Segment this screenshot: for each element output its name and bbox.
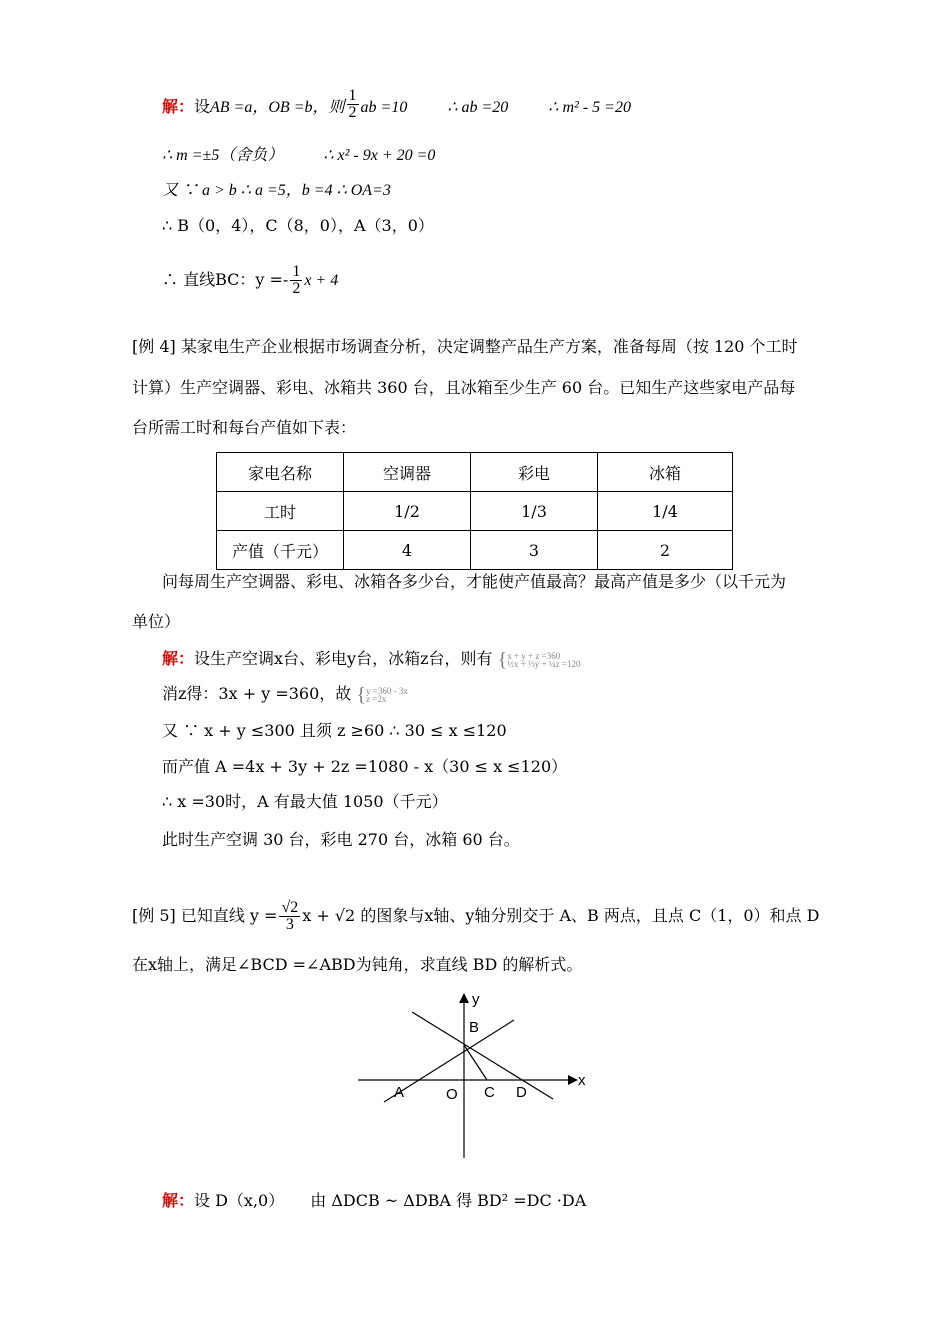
ex4-sol-line1: 解：设生产空调x台、彩电y台，冰箱z台，则有 { x + y + z =360 ½x + ⅓y + ¼z =120 [162,648,581,671]
sol1-line4: ∴ B（0，4），C（8，0），A（3，0） [162,216,434,235]
fraction: $\frac{1}{2}$ [348,87,357,121]
sol1-line1: 解：设AB =a，OB =b，则 $\frac{1}{2}$ ab =10 ∴ ab =20 ∴ m² - 5 =20 [162,87,631,121]
table-cell: 工时 [217,492,344,531]
x-axis-arrow-icon [568,1075,578,1085]
ex4-sol-line4: 而产值 A =4x + 3y + 2z =1080 - x（30 ≤ x ≤120） [162,757,568,776]
table-row [217,492,733,531]
label-y: y [472,991,480,1008]
ex4-sol-line3: 又 ∵ x + y ≤300 且须 z ≥60 ∴ 30 ≤ x ≤120 [162,721,507,740]
table-cell: 4 [344,531,471,570]
y-axis-arrow-icon [459,993,469,1003]
sol1-line2: ∴ m =±5（舍负） ∴ x² - 9x + 20 =0 [162,147,436,164]
table-cell: 2 [598,531,733,570]
label-a: A [394,1084,405,1101]
solution-label: 解： [162,1191,195,1210]
line-ab [384,1020,514,1102]
label-o: O [446,1086,458,1103]
table-cell: 1/3 [471,492,598,531]
ex4-para-line1: [例 4] 某家电生产企业根据市场调查分析，决定调整产品生产方案，准备每周（按 120 个工时 [132,337,798,356]
line-bc [464,1045,487,1080]
label-x: x [578,1072,586,1089]
label-c: C [484,1084,495,1101]
table-cell: 家电名称 [217,453,344,492]
ex4-para-line2: 计算）生产空调器、彩电、冰箱共 360 台，且冰箱至少生产 60 台。已知生产这些家电产品每 [132,378,796,397]
ex4-sol-line6: 此时生产空调 30 台，彩电 270 台，冰箱 60 台。 [162,830,520,849]
sol1-line5: ∴ 直线BC：y =- $\frac{1}{2}$ x + 4 [162,263,339,297]
table-cell: 3 [471,531,598,570]
table-row [217,531,733,570]
ex4-sol-line2: 消z得：3x + y =360，故 { y =360 - 3x z =2x [162,683,408,706]
table-cell: 空调器 [344,453,471,492]
table-cell: 1/2 [344,492,471,531]
appliance-table [216,452,733,570]
table-cell: 1/4 [598,492,733,531]
equation-system: { x + y + z =360 ½x + ⅓y + ¼z =120 [497,648,581,671]
fraction: $\frac{√2}{3}$ [281,899,299,933]
ex5-para-line1: [例 5] 已知直线 y = $\frac{√2}{3}$ x + √2 的图象与x轴、y轴分别交于 A、B 两点，且点 C（1，0）和点 D [132,899,820,933]
equation-system: { y =360 - 3x z =2x [356,683,408,706]
ex5-sol-line: 解：设 D（x,0） 由 ΔDCB ~ ΔDBA 得 BD² =DC ·DA [162,1191,587,1210]
table-cell: 彩电 [471,453,598,492]
fraction: $\frac{1}{2}$ [292,263,301,297]
solution-label: 解： [162,649,195,668]
line-bd [412,1012,553,1099]
table-cell: 冰箱 [598,453,733,492]
table-cell: 产值（千元） [217,531,344,570]
ex4-sol-line5: ∴ x =30时，A 有最大值 1050（千元） [162,792,448,811]
ex4-para-line3: 台所需工时和每台产值如下表： [132,418,357,437]
ex4-question-line1: 问每周生产空调器、彩电、冰箱各多少台，才能使产值最高？最高产值是多少（以千元为 [162,572,787,591]
ex4-question-line2: 单位） [132,612,181,631]
ex5-para-line2: 在x轴上，满足∠BCD =∠ABD为钝角，求直线 BD 的解析式。 [132,955,583,974]
sol1-line3: 又 ∵ a > b ∴ a =5，b =4 ∴ OA=3 [162,182,391,199]
label-d: D [516,1084,527,1101]
table-row [217,453,733,492]
solution-label: 解： [162,97,195,116]
label-b: B [469,1019,480,1036]
